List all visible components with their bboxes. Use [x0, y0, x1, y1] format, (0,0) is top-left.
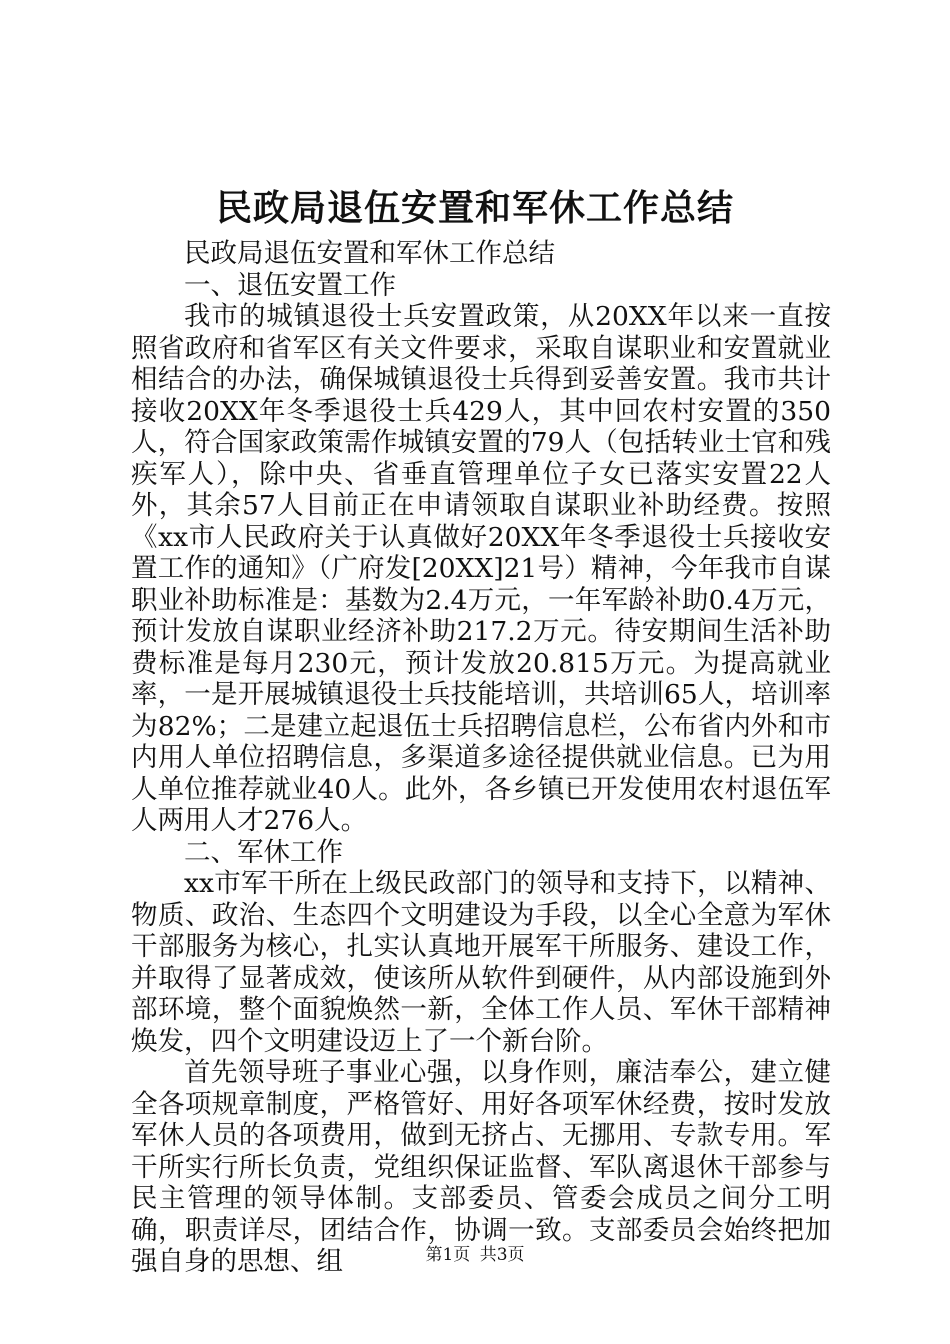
section-heading-resettlement: 一、退伍安置工作: [184, 269, 396, 301]
paragraph-retired-cadres: xx市军干所在上级民政部门的领导和支持下，以精神、物质、政治、生态四个文明建设为手段，以全心全意为军休干部服务为核心，扎实认真地开展军干所服务、建设工作，并取得了显著成效，使该所从软件到硬件，从内部设施到外部环境，整个面貌焕然一新，全体工作人员、军休干部精神焕发，四个文明建设迈上了一个新台阶。: [131, 868, 831, 1057]
section-heading-retired-cadres: 二、军休工作: [184, 836, 343, 868]
paragraph-resettlement: 我市的城镇退役士兵安置政策，从20XX年以来一直按照省政府和省军区有关文件要求，采取自谋职业和安置就业相结合的办法，确保城镇退役士兵得到妥善安置。我市共计接收20XX年冬季退役士兵429人，其中回农村安置的350人，符合国家政策需作城镇安置的79人（包括转业士官和残疾军人），除中央、省垂直管理单位子女已落实安置22人外，其余57人目前正在申请领取自谋职业补助经费。按照《xx市人民政府关于认真做好20XX年冬季退役士兵接收安置工作的通知》（广府发[20XX]21号）精神，今年我市自谋职业补助标准是：基数为2.4万元，一年军龄补助0.4万元，预计发放自谋职业经济补助217.2万元。待安期间生活补助费标准是每月230元，预计发放20.815万元。为提高就业率，一是开展城镇退役士兵技能培训，共培训65人，培训率为82%；二是建立起退伍士兵招聘信息栏，公布省内外和市内用人单位招聘信息，多渠道多途径提供就业信息。已为用人单位推荐就业40人。此外，各乡镇已开发使用农村退伍军人两用人才276人。: [131, 301, 831, 836]
paragraph-subtitle: 民政局退伍安置和军休工作总结: [184, 238, 555, 269]
page-number: 第1页: [425, 1245, 471, 1265]
document-title: 民政局退伍安置和军休工作总结: [215, 187, 734, 229]
page-total: 共3页: [479, 1245, 525, 1265]
document-body: [131, 238, 831, 1278]
paragraph-leadership: 首先领导班子事业心强，以身作则，廉洁奉公，建立健全各项规章制度，严格管好、用好各项军休经费，按时发放军休人员的各项费用，做到无挤占、无挪用、专款专用。军干所实行所长负责，党组织保证监督、军队离退休干部参与民主管理的领导体制。支部委员、管委会成员之间分工明确，职责详尽，团结合作，协调一致。支部委员会始终把加强自身的思想、组: [131, 1057, 831, 1277]
page-footer: [0, 1243, 950, 1267]
